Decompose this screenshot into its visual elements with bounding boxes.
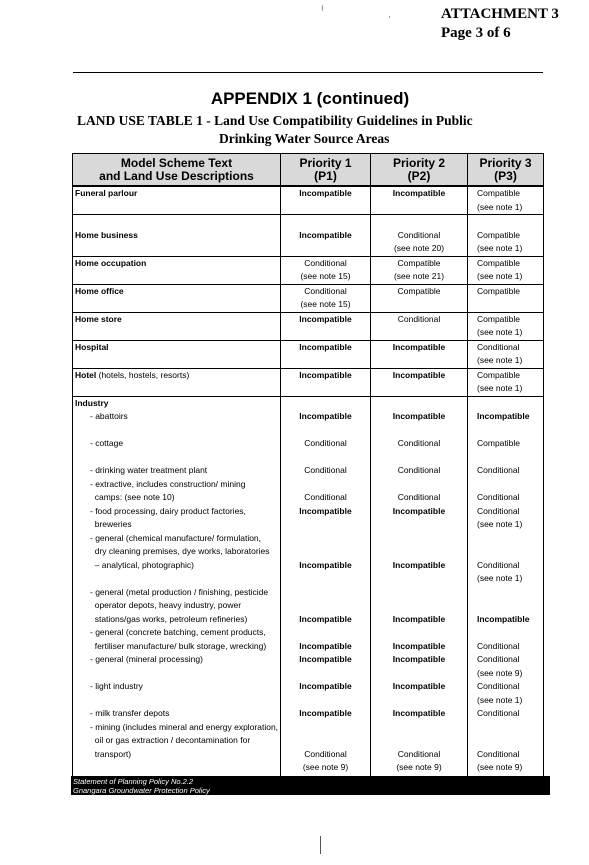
priority-1-cell: [281, 215, 371, 257]
cell-line: Incompatible: [392, 188, 446, 198]
cell-spacer: [477, 734, 541, 748]
priority-3-cell: [468, 464, 544, 478]
land-use-cell: [73, 680, 281, 707]
cell-line: Conditional: [304, 257, 347, 268]
footer-policy-line-2: Gnangara Groundwater Protection Policy: [73, 786, 210, 795]
cell-spacer: [283, 215, 368, 229]
attachment-title: ATTACHMENT 3: [441, 6, 559, 22]
priority-3-cell: [468, 680, 544, 707]
cell-line: Compatible: [397, 285, 441, 296]
cell-line: Incompatible: [299, 681, 352, 691]
cell-line: [75, 369, 278, 383]
table-row: [73, 424, 544, 465]
cell-line: (see note 1): [477, 383, 523, 393]
cell-spacer: [283, 734, 368, 748]
cell-line: Conditional: [477, 341, 520, 352]
table-row: [73, 478, 544, 505]
cell-line: Conditional: [477, 708, 520, 718]
cell-spacer: [477, 424, 541, 438]
land-use-cell: [73, 505, 281, 532]
cell-spacer: [477, 626, 541, 640]
cell-line: Incompatible: [299, 411, 352, 421]
cell-line: Conditional: [477, 559, 520, 570]
cell-line: Incompatible: [299, 188, 352, 198]
priority-1-cell: [281, 532, 371, 586]
priority-1-cell: [281, 626, 371, 653]
cell-spacer: [75, 451, 278, 465]
cell-line: (see note 21): [393, 271, 445, 281]
priority-3-cell: [468, 653, 544, 680]
cell-line: Home business: [75, 229, 138, 240]
cell-line: (see note 1): [477, 327, 523, 337]
cell-line: - general (mineral processing): [90, 654, 203, 664]
cell-line: (see note 9): [477, 667, 523, 678]
priority-3-cell: [468, 478, 544, 505]
cell-line: Conditional: [397, 229, 441, 240]
cell-line: Incompatible: [392, 505, 446, 516]
land-use-cell: [73, 532, 281, 586]
priority-3-cell: [468, 532, 544, 586]
priority-2-cell: [371, 312, 468, 340]
table-row: [73, 284, 544, 312]
cell-spacer: [283, 545, 368, 559]
table-row: [73, 586, 544, 627]
cell-line: Incompatible: [392, 341, 446, 352]
land-use-description: (hotels, hostels, resorts): [96, 369, 190, 380]
cell-line: - milk transfer depots: [90, 708, 170, 718]
land-use-cell: [73, 586, 281, 627]
cell-spacer: [477, 397, 541, 411]
cell-line: Conditional: [304, 492, 347, 502]
cell-spacer: [373, 532, 465, 546]
land-use-cell: [73, 312, 281, 340]
cell-line: Incompatible: [299, 640, 352, 651]
cell-spacer: [75, 667, 278, 681]
cell-line: - light industry: [90, 681, 143, 691]
cell-line: Incompatible: [299, 505, 352, 516]
table-row: [73, 256, 544, 284]
land-use-cell: [73, 707, 281, 721]
cell-line: Home store: [75, 313, 122, 324]
land-use-cell: [73, 653, 281, 680]
scan-mark-top: [322, 5, 323, 11]
appendix-heading: APPENDIX 1 (continued): [210, 89, 410, 108]
cell-spacer: [477, 599, 541, 613]
cell-line: Conditional: [304, 285, 347, 296]
priority-1-cell: [281, 680, 371, 707]
priority-1-cell: [281, 312, 371, 340]
cell-spacer: [477, 532, 541, 546]
table-row: [73, 186, 544, 215]
cell-spacer: [373, 397, 465, 411]
cell-spacer: [373, 478, 465, 492]
cell-line: Conditional: [304, 438, 347, 448]
cell-line: (see note 1): [477, 201, 523, 212]
cell-line: - general (concrete batching, cement products, fertiliser manufacture/ bulk storage, wrecking): [90, 627, 267, 651]
cell-line: Hospital: [75, 341, 109, 352]
table-row: [73, 680, 544, 707]
cell-line: Conditional: [477, 681, 520, 691]
priority-2-cell: [371, 532, 468, 586]
cell-line: Incompatible: [392, 613, 446, 624]
priority-2-cell: [371, 680, 468, 707]
cell-line: - general (chemical manufacture/ formulation, dry cleaning premises, dye works, laboratories – analytical, photographic): [90, 532, 270, 570]
cell-line: (see note 1): [477, 271, 523, 281]
cell-spacer: [373, 424, 465, 438]
priority-2-cell: [371, 505, 468, 532]
priority-1-cell: [281, 284, 371, 312]
cell-spacer: [283, 532, 368, 546]
cell-spacer: [283, 397, 368, 411]
land-use-table: [72, 153, 544, 789]
land-use-cell: [73, 464, 281, 478]
priority-1-cell: [281, 256, 371, 284]
land-use-cell: [73, 424, 281, 465]
table-row: [73, 626, 544, 653]
land-use-cell: [73, 186, 281, 215]
cell-line: Incompatible: [392, 411, 446, 421]
table-row: [73, 215, 544, 257]
header-rule: [73, 72, 543, 73]
priority-2-cell: [371, 424, 468, 465]
priority-1-cell: [281, 464, 371, 478]
cell-line: Incompatible: [299, 341, 352, 352]
cell-line: Conditional: [477, 748, 520, 759]
table-row: [73, 368, 544, 396]
cell-line: (see note 1): [477, 355, 523, 365]
cell-line: (see note 1): [477, 573, 523, 583]
cell-spacer: [373, 599, 465, 613]
land-use-cell: [73, 626, 281, 653]
cell-line: (see note 9): [302, 762, 349, 772]
cell-line: Conditional: [477, 654, 520, 664]
cell-spacer: [283, 478, 368, 492]
cell-line: Compatible: [477, 285, 520, 296]
attachment-label: [441, 5, 559, 43]
cell-line: Incompatible: [477, 411, 530, 421]
cell-line: - mining (includes mineral and energy exploration, oil or gas extraction / decontamination for transport): [90, 721, 279, 759]
priority-3-cell: [468, 312, 544, 340]
cell-line: Conditional: [477, 465, 520, 475]
table-row: [73, 396, 544, 424]
priority-3-cell: [468, 284, 544, 312]
priority-2-cell: [371, 284, 468, 312]
scan-mark-dot: [389, 16, 390, 18]
priority-1-cell: [281, 586, 371, 627]
cell-line: Conditional: [477, 505, 520, 516]
cell-line: Compatible: [477, 438, 520, 448]
cell-spacer: [75, 424, 278, 438]
header-priority-1: Priority 1 (P1): [281, 154, 371, 187]
cell-line: - extractive, includes construction/ mining camps: (see note 10): [90, 478, 246, 502]
land-use-cell: [73, 396, 281, 424]
footer-bar: [71, 776, 550, 795]
cell-line: - general (metal production / finishing, pesticide operator depots, heavy industry, power stations/gas works, petroleum refineries): [90, 586, 269, 624]
cell-spacer: [373, 545, 465, 559]
cell-spacer: [477, 215, 541, 229]
priority-1-cell: [281, 707, 371, 721]
land-use-cell: [73, 478, 281, 505]
priority-1-cell: [281, 396, 371, 424]
priority-2-cell: [371, 256, 468, 284]
cell-line: Incompatible: [299, 313, 352, 324]
header-model-scheme: Model Scheme Text and Land Use Descriptions: [73, 154, 281, 187]
priority-1-cell: [281, 478, 371, 505]
footer-policy-line-1: Statement of Planning Policy No.2.2: [73, 777, 194, 786]
cell-line: Compatible: [477, 188, 520, 198]
table-row: [73, 505, 544, 532]
cell-line: (see note 9): [477, 762, 523, 772]
cell-line: Conditional: [304, 465, 347, 475]
cell-line: Home office: [75, 285, 124, 296]
cell-line: Incompatible: [299, 369, 352, 380]
table-row: [73, 707, 544, 721]
land-use-cell: [73, 256, 281, 284]
cell-spacer: [283, 424, 368, 438]
page-number: 11: [532, 779, 543, 790]
priority-2-cell: [371, 653, 468, 680]
cell-line: Incompatible: [392, 369, 446, 380]
scan-mark-bottom: [320, 836, 321, 854]
priority-2-cell: [371, 186, 468, 215]
table-row: [73, 532, 544, 586]
priority-2-cell: [371, 215, 468, 257]
cell-line: Compatible: [477, 229, 520, 240]
priority-2-cell: [371, 368, 468, 396]
priority-3-cell: [468, 586, 544, 627]
table-row: [73, 464, 544, 478]
cell-line: (see note 9): [396, 762, 442, 772]
cell-line: Incompatible: [392, 654, 446, 664]
cell-spacer: [373, 626, 465, 640]
cell-line: Conditional: [477, 492, 520, 502]
table-row: [73, 653, 544, 680]
priority-3-cell: [468, 340, 544, 368]
cell-line: (see note 15): [300, 299, 351, 309]
table-header-row: [73, 154, 544, 187]
cell-line: (see note 1): [477, 519, 523, 529]
table-body: [73, 186, 544, 789]
cell-line: Incompatible: [392, 681, 446, 691]
priority-3-cell: [468, 707, 544, 721]
cell-line: Incompatible: [392, 640, 446, 651]
cell-line: Incompatible: [299, 229, 352, 240]
cell-spacer: [283, 586, 368, 600]
priority-1-cell: [281, 653, 371, 680]
cell-line: (see note 20): [393, 243, 445, 253]
cell-spacer: [373, 721, 465, 735]
cell-spacer: [283, 599, 368, 613]
cell-spacer: [283, 721, 368, 735]
land-use-name: Hotel: [75, 369, 97, 380]
priority-3-cell: [468, 424, 544, 465]
land-use-cell: [73, 368, 281, 396]
land-use-cell: [73, 215, 281, 257]
cell-line: Conditional: [397, 748, 441, 759]
priority-1-cell: [281, 340, 371, 368]
page-of-label: Page 3 of 6: [441, 25, 511, 41]
cell-line: Conditional: [397, 438, 441, 448]
cell-line: Conditional: [397, 313, 441, 324]
cell-line: Compatible: [477, 369, 520, 380]
cell-spacer: [477, 478, 541, 492]
cell-spacer: [373, 586, 465, 600]
cell-line: (see note 15): [300, 271, 351, 281]
cell-spacer: [477, 586, 541, 600]
priority-2-cell: [371, 340, 468, 368]
header-priority-3: Priority 3 (P3): [468, 154, 544, 187]
cell-line: Industry: [75, 397, 109, 408]
priority-3-cell: [468, 215, 544, 257]
cell-line: Incompatible: [392, 708, 446, 718]
priority-1-cell: [281, 424, 371, 465]
header-priority-2: Priority 2 (P2): [371, 154, 468, 187]
cell-line: Conditional: [477, 640, 520, 651]
table-title-line-2: Drinking Water Source Areas: [219, 131, 390, 146]
priority-1-cell: [281, 186, 371, 215]
cell-line: Compatible: [397, 257, 441, 268]
table-title: [77, 112, 473, 148]
cell-line: Incompatible: [299, 559, 352, 570]
table-row: [73, 312, 544, 340]
priority-2-cell: [371, 464, 468, 478]
cell-line: Incompatible: [299, 708, 352, 718]
cell-line: Conditional: [397, 465, 441, 475]
priority-2-cell: [371, 478, 468, 505]
cell-line: Conditional: [304, 748, 347, 759]
priority-2-cell: [371, 707, 468, 721]
cell-line: - drinking water treatment plant: [90, 465, 208, 475]
table-title-line-1: LAND USE TABLE 1 - Land Use Compatibility Guidelines in Public: [77, 113, 473, 128]
cell-line: Conditional: [397, 492, 441, 502]
land-use-cell: [73, 340, 281, 368]
cell-spacer: [75, 215, 278, 229]
cell-spacer: [477, 545, 541, 559]
cell-line: Incompatible: [477, 613, 530, 624]
priority-1-cell: [281, 368, 371, 396]
cell-spacer: [75, 761, 278, 775]
priority-3-cell: [468, 626, 544, 653]
table-row: [73, 340, 544, 368]
cell-line: Home occupation: [75, 257, 147, 268]
cell-line: Compatible: [477, 313, 520, 324]
cell-spacer: [283, 626, 368, 640]
cell-spacer: [75, 694, 278, 708]
cell-line: (see note 1): [477, 243, 523, 253]
cell-line: Incompatible: [299, 613, 352, 624]
priority-1-cell: [281, 505, 371, 532]
cell-line: (see note 1): [477, 694, 523, 705]
cell-line: - food processing, dairy product factories, breweries: [90, 505, 246, 529]
priority-2-cell: [371, 626, 468, 653]
cell-spacer: [477, 721, 541, 735]
priority-3-cell: [468, 186, 544, 215]
cell-line: Funeral parlour: [75, 188, 138, 198]
cell-line: - abattoirs: [90, 411, 128, 421]
priority-3-cell: [468, 396, 544, 424]
cell-line: Incompatible: [299, 654, 352, 664]
priority-3-cell: [468, 368, 544, 396]
land-use-cell: [73, 284, 281, 312]
cell-line: - cottage: [90, 438, 124, 448]
cell-line: Incompatible: [392, 559, 446, 570]
priority-3-cell: [468, 256, 544, 284]
cell-spacer: [75, 572, 278, 586]
cell-spacer: [373, 215, 465, 229]
priority-2-cell: [371, 586, 468, 627]
priority-3-cell: [468, 505, 544, 532]
cell-spacer: [373, 734, 465, 748]
priority-2-cell: [371, 396, 468, 424]
cell-line: Compatible: [477, 257, 520, 268]
